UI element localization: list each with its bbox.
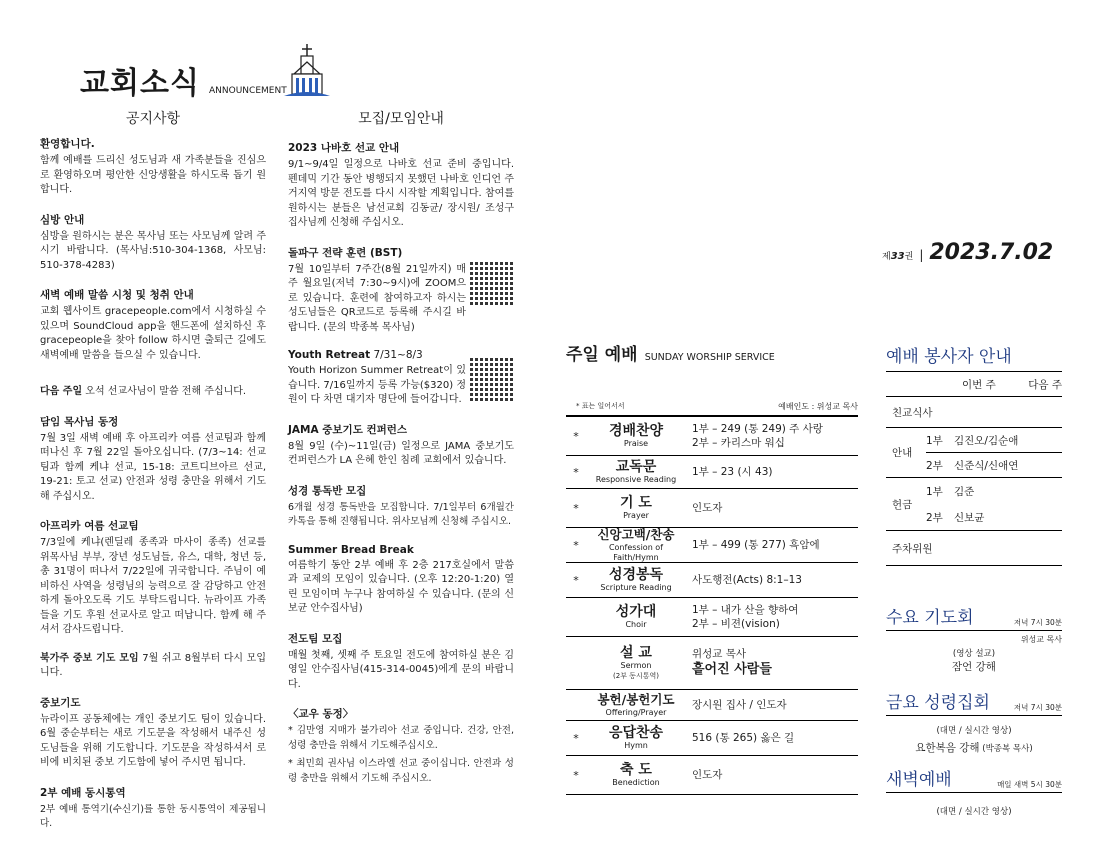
fri-time: 저녁 7시 30분 — [1013, 703, 1062, 712]
recruit-block — [288, 349, 514, 408]
notice-body: 2부 예배 통역기(수신기)를 통한 동시통역이 제공됩니다. — [40, 803, 266, 829]
recruit-body: 9/1~9/4일 일정으로 나바호 선교 준비 중입니다. 펜데믹 기간 동안 병행되지 못했던 나바호 인디언 주거지역 방문 전도를 다시 시작할 계획입니다. 참여를 원하시는 분들은 남선교회 김동균/ 장시원/ 조성구 집사님께 신청해 주십시오. — [288, 159, 514, 228]
recruit-block — [288, 544, 514, 617]
standing-note: * 표는 일어서서 — [576, 402, 625, 410]
worship-item-content — [686, 731, 858, 745]
standing-mark: * — [573, 501, 579, 515]
notice-title: 다음 주일 — [40, 386, 83, 397]
notice-body: 7월 쉬고 8월부터 다시 모입니다. — [40, 652, 266, 678]
issue-number: 33 — [890, 251, 905, 262]
notice-block — [40, 385, 266, 400]
worship-item-line: 2부 – 카리스마 워십 — [692, 437, 785, 449]
servant-row — [886, 531, 1062, 566]
page-title: 교회소식 — [80, 66, 200, 101]
recruit-body: 7월 10일부터 7주간(8월 21일까지) 매주 월요일(저녁 7:30~9시)에 ZOOM으로 있습니다. 훈련에 참여하고자 하시는 성도님들은 QR코드로 등록해 주시길 바랍니다. (문의 박종복 목사님) — [288, 263, 466, 333]
worship-item-content — [686, 698, 858, 712]
servants-title: 예배 봉사자 안내 — [886, 347, 1012, 367]
recruit-title: 돌파구 전략 훈련 (BST) — [288, 246, 403, 259]
standing-mark: * — [573, 429, 579, 443]
worship-row — [566, 527, 858, 562]
worship-item-line: 1부 – 내가 산을 향하여 — [692, 604, 799, 616]
notice-body: 심방을 원하시는 분은 목사님 또는 사모님께 알려 주시기 바랍니다. (목사님:510-304-1368, 사모님: 510-378-4283) — [40, 230, 266, 271]
issue-label: 제 — [882, 252, 891, 262]
recruit-heading: 모집/모임안내 — [358, 111, 444, 127]
worship-item-line: 516 (통 265) 옳은 길 — [692, 732, 795, 744]
standing-mark: * — [573, 538, 579, 552]
worship-item-en: Prayer — [623, 511, 649, 520]
worship-item-line: 사도행전(Acts) 8:1–13 — [692, 574, 802, 586]
worship-item-en: Scripture Reading — [600, 583, 672, 592]
worship-item-line: 인도자 — [692, 502, 723, 514]
worship-item-content — [686, 573, 858, 587]
worship-item-content — [686, 647, 858, 679]
recruit-title: JAMA 중보기도 컨퍼런스 — [288, 423, 408, 436]
col-next-week: 다음 주 — [1028, 378, 1062, 391]
worship-section — [566, 340, 858, 795]
worship-item-en: Choir — [625, 620, 647, 629]
wed-time: 저녁 7시 30분 — [1013, 618, 1062, 627]
servant-row — [886, 478, 1062, 505]
notice-body: 함께 예배를 드리신 성도님과 새 가족분들을 진심으로 환영하오며 평안한 신앙생활을 하시도록 돕기 원합니다. — [40, 155, 266, 195]
notice-title: 2부 예배 동시통역 — [40, 786, 126, 799]
worship-item-line: 2부 – 비젼(vision) — [692, 618, 780, 630]
worship-item-en: Confession of Faith/Hymn — [608, 543, 664, 562]
servant-names: 신보균 — [954, 504, 1062, 531]
worship-row — [566, 636, 858, 689]
servants-table — [886, 372, 1062, 566]
worship-item-name — [586, 725, 686, 751]
worship-item-ko: 봉헌/봉헌기도 — [597, 692, 675, 707]
dawn-title: 새벽예배 — [886, 770, 952, 790]
usher-label: 안내 — [886, 428, 926, 478]
worship-item-content — [686, 422, 858, 450]
worship-item-name — [586, 604, 686, 630]
notice-body: 뉴라이프 공동체에는 개인 중보기도 팀이 있습니다. 6월 중순부터는 새로 기도문을 작성해서 내주신 성도님들을 위해 기도합니다. 기도문을 작성하셔서 로비에 비치된 중보 기도함에 넣어 주시면 됩니다. — [40, 713, 266, 768]
worship-item-ko: 성경봉독 — [608, 567, 664, 583]
servant-names: 김진오/김순애 — [954, 428, 1062, 453]
worship-item-name — [586, 692, 686, 718]
fri-desc: 요한복음 강해 — [915, 742, 980, 754]
worship-row — [566, 415, 858, 455]
worship-row — [566, 488, 858, 527]
worship-item-en: Offering/Prayer — [605, 708, 667, 717]
recruit-title-suffix: 7/31~8/3 — [370, 349, 423, 361]
worship-title-en: SUNDAY WORSHIP SERVICE — [644, 352, 775, 363]
recruit-title: 2023 나바호 선교 안내 — [288, 142, 400, 154]
fri-title: 금요 성령집회 — [886, 693, 990, 713]
worship-item-content — [686, 501, 858, 515]
worship-item-name — [586, 423, 686, 449]
fri-desc-small: (박종복 목사) — [979, 744, 1033, 754]
recruit-body: 6개월 성경 통독반을 모집합니다. 7/1일부터 6개월간 카톡을 통해 진행됩니다. 위사모님께 신청해 주십시오. — [288, 501, 514, 527]
servant-row — [886, 397, 1062, 428]
recruit-block — [288, 483, 514, 530]
worship-item-ko: 신앙고백/찬송 — [597, 527, 675, 542]
worship-item-ko: 경배찬양 — [608, 423, 664, 439]
wed-title: 수요 기도회 — [886, 608, 974, 628]
worship-row — [566, 720, 858, 755]
servant-names: 신준식/신애연 — [954, 453, 1062, 478]
worship-item-name — [586, 567, 686, 593]
notice-block — [40, 287, 266, 363]
offering-label: 헌금 — [886, 478, 926, 531]
dawn-section — [886, 765, 1062, 817]
worship-item-name — [586, 495, 686, 521]
worship-item-content — [686, 603, 858, 631]
worship-item-line: 인도자 — [692, 769, 723, 781]
recruit-body: 8월 9일 (수)~11일(금) 일정으로 JAMA 중보기도 컨퍼런스가 LA 은혜 한인 침례 교회에서 있습니다. — [288, 440, 514, 466]
dawn-note: (대면 / 실시간 영상) — [936, 807, 1012, 817]
worship-item-content — [686, 465, 858, 479]
friday-section — [886, 688, 1062, 755]
recruit-body: * 최민희 권사님 이스라엘 선교 중이십니다. 안전과 성령 충만을 위해서 기도해 주십시오. — [288, 758, 514, 784]
worship-item-en: Benediction — [612, 778, 660, 787]
notice-body: 7월 3일 새벽 예배 후 아프리카 여름 선교팀과 함께 떠나신 후 7월 22일 돌아오십니다. (7/3~14: 선교팀과 함께 케냐 선교, 15-18: 코트디브아르 선교, 19-21: 토고 선교) 안전과 성령 충만을 위해서 기도해 주십시오. — [40, 432, 266, 502]
worship-item-name — [586, 645, 686, 681]
worship-item-name — [586, 459, 686, 485]
recruit-title: Youth Retreat — [288, 349, 371, 361]
issue-label-post: 권 — [904, 252, 914, 262]
greeter-label: 친교식사 — [892, 406, 933, 419]
worship-item-ko: 기 도 — [620, 495, 652, 511]
servants-header-row — [886, 372, 1062, 397]
servants-section — [886, 342, 1062, 566]
notice-heading: 공지사항 — [125, 111, 181, 127]
standing-mark: * — [573, 768, 579, 782]
notice-block — [40, 136, 266, 198]
worship-item-en: Hymn — [624, 741, 648, 750]
worship-item-ko: 교독문 — [615, 459, 657, 475]
worship-row — [566, 455, 858, 488]
fri-note: (대면 / 실시간 영상) — [936, 726, 1012, 736]
servant-row — [886, 428, 1062, 453]
parking-label: 주차위원 — [886, 531, 1062, 566]
notice-title: 심방 안내 — [40, 213, 85, 226]
recruit-block — [288, 631, 514, 693]
worship-item-ko: 축 도 — [620, 762, 652, 778]
worship-item-note: (2부 동시통역) — [613, 672, 659, 680]
worship-row — [566, 689, 858, 720]
wednesday-section — [886, 603, 1062, 674]
notice-block — [40, 652, 266, 681]
recruit-block — [288, 140, 514, 231]
qr-code-icon[interactable] — [470, 261, 514, 305]
notice-block — [40, 414, 266, 505]
part-label: 2부 — [926, 504, 954, 531]
page-subtitle: ANNOUNCEMENT — [209, 86, 287, 96]
worship-item-en: Praise — [623, 439, 649, 448]
recruit-body: * 김만영 지매가 불가리아 선교 중입니다. 건강, 안전, 성령 충만을 위해서 기도해주십시오. — [288, 725, 514, 751]
worship-item-line: 1부 – 249 (통 249) 주 사랑 — [692, 423, 823, 435]
part-label: 1부 — [926, 485, 943, 498]
standing-mark: * — [573, 573, 579, 587]
page-header — [80, 58, 287, 102]
notice-title: 환영합니다. — [40, 138, 95, 150]
worship-item-line: 위성교 목사 — [692, 648, 747, 660]
worship-item-line: 1부 – 499 (통 277) 흑암에 — [692, 539, 820, 551]
worship-item-content — [686, 538, 858, 552]
recruit-body: 여름학기 동안 2부 예배 후 2층 217호실에서 말씀과 교제의 모임이 있습니다. (오후 12:20-1:20) 열린 모임이며 누구나 참여하실 수 있습니다. (문의 신보균 안수집사님) — [288, 559, 514, 614]
worship-item-en: Sermon — [620, 661, 652, 670]
notice-block — [40, 785, 266, 832]
qr-code-icon[interactable] — [470, 357, 514, 401]
worship-item-line: 흩어진 사람들 — [692, 662, 772, 677]
worship-row — [566, 597, 858, 636]
notice-block — [40, 212, 266, 274]
worship-row — [566, 562, 858, 597]
church-logo-icon — [284, 42, 330, 102]
part-label: 2부 — [926, 453, 954, 478]
recruit-block — [288, 706, 514, 786]
recruit-title: 전도팀 모집 — [288, 632, 343, 645]
recruit-title: 성경 통독반 모집 — [288, 484, 367, 497]
notice-body: 교회 웹사이트 gracepeople.com에서 시청하실 수 있으며 SoundCloud app을 핸드폰에 설치하신 후 gracepeople을 찾아 follow 하시면 출퇴근 길에도 새벽예배 말씀을 들으실 수 있습니다. — [40, 306, 266, 361]
notice-body: 7/3일에 케냐(렌딜레 종족과 마사이 종족) 선교를 위목사님 부부, 장년 성도님들, 유스, 대학, 청년 등, 총 31명이 떠나서 7/22일에 귀국합니다. 주님이 예비하신 사역을 성령님의 능력으로 잘 감당하고 안전하게 돌아오도록 기도 부탁드립니다. 뉴라이프 가족들을 기도 후원 선교사로 알고 떠납니다. 함께 해 주셔서 감사드립니다. — [40, 537, 266, 635]
notice-title: 북가주 중보 기도 모임 — [40, 652, 139, 664]
notice-block — [40, 695, 266, 771]
recruit-block — [288, 422, 514, 469]
recruit-block — [288, 245, 514, 336]
worship-item-name — [586, 527, 686, 563]
worship-order-table — [566, 415, 858, 795]
worship-item-en: Responsive Reading — [595, 475, 677, 484]
standing-mark: * — [573, 731, 579, 745]
recruit-body: 매월 첫째, 셋째 주 토요일 전도에 참여하실 분은 김영일 안수집사님(415-314-0045)에게 문의 바랍니다. — [288, 649, 514, 690]
issue-info: 제 33 권 | 2023.7.02 — [882, 240, 1054, 265]
notice-body: 오석 선교사님이 말씀 전해 주십니다. — [82, 386, 247, 397]
notice-block — [40, 518, 266, 638]
recruit-title: Summer Bread Break — [288, 543, 414, 556]
part-label: 1부 — [926, 428, 954, 453]
wed-note: (영상 설교) — [952, 649, 996, 659]
dawn-time: 매일 새벽 5시 30분 — [997, 780, 1062, 789]
recruit-body: Youth Horizon Summer Retreat이 있습니다. 7/16일까지 등록 가능($320) 정원이 다 차면 대기자 명단에 들어갑니다. — [288, 365, 466, 405]
worship-title: 주일 예배 — [566, 345, 638, 365]
col-this-week: 이번 주 — [962, 378, 996, 391]
servant-names: 김준 — [954, 485, 975, 498]
worship-item-ko: 설 교 — [620, 645, 652, 661]
issue-date: 2023.7.02 — [929, 240, 1054, 265]
worship-item-ko: 성가대 — [615, 604, 657, 620]
worship-item-line: 1부 – 23 (시 43) — [692, 466, 773, 478]
worship-item-ko: 응답찬송 — [608, 725, 664, 741]
recruit-title: 〈교우 동정〉 — [288, 708, 354, 720]
notice-title: 담임 목사님 동정 — [40, 415, 119, 428]
wed-desc: 잠언 강해 — [952, 661, 996, 673]
worship-item-content — [686, 768, 858, 782]
standing-mark: * — [573, 465, 579, 479]
notice-title: 아프리카 여름 선교팀 — [40, 520, 139, 532]
worship-item-name — [586, 762, 686, 788]
notice-title: 새벽 예배 말씀 시청 및 청취 안내 — [40, 289, 194, 301]
recruit-column — [288, 108, 514, 800]
worship-row — [566, 755, 858, 794]
worship-item-line: 장시원 집사 / 인도자 — [692, 699, 787, 711]
worship-leader: 예배인도 : 위성교 목사 — [778, 402, 858, 411]
notice-title: 중보기도 — [40, 696, 81, 709]
wed-leader: 위성교 목사 — [1020, 635, 1062, 644]
notice-column — [40, 108, 266, 846]
